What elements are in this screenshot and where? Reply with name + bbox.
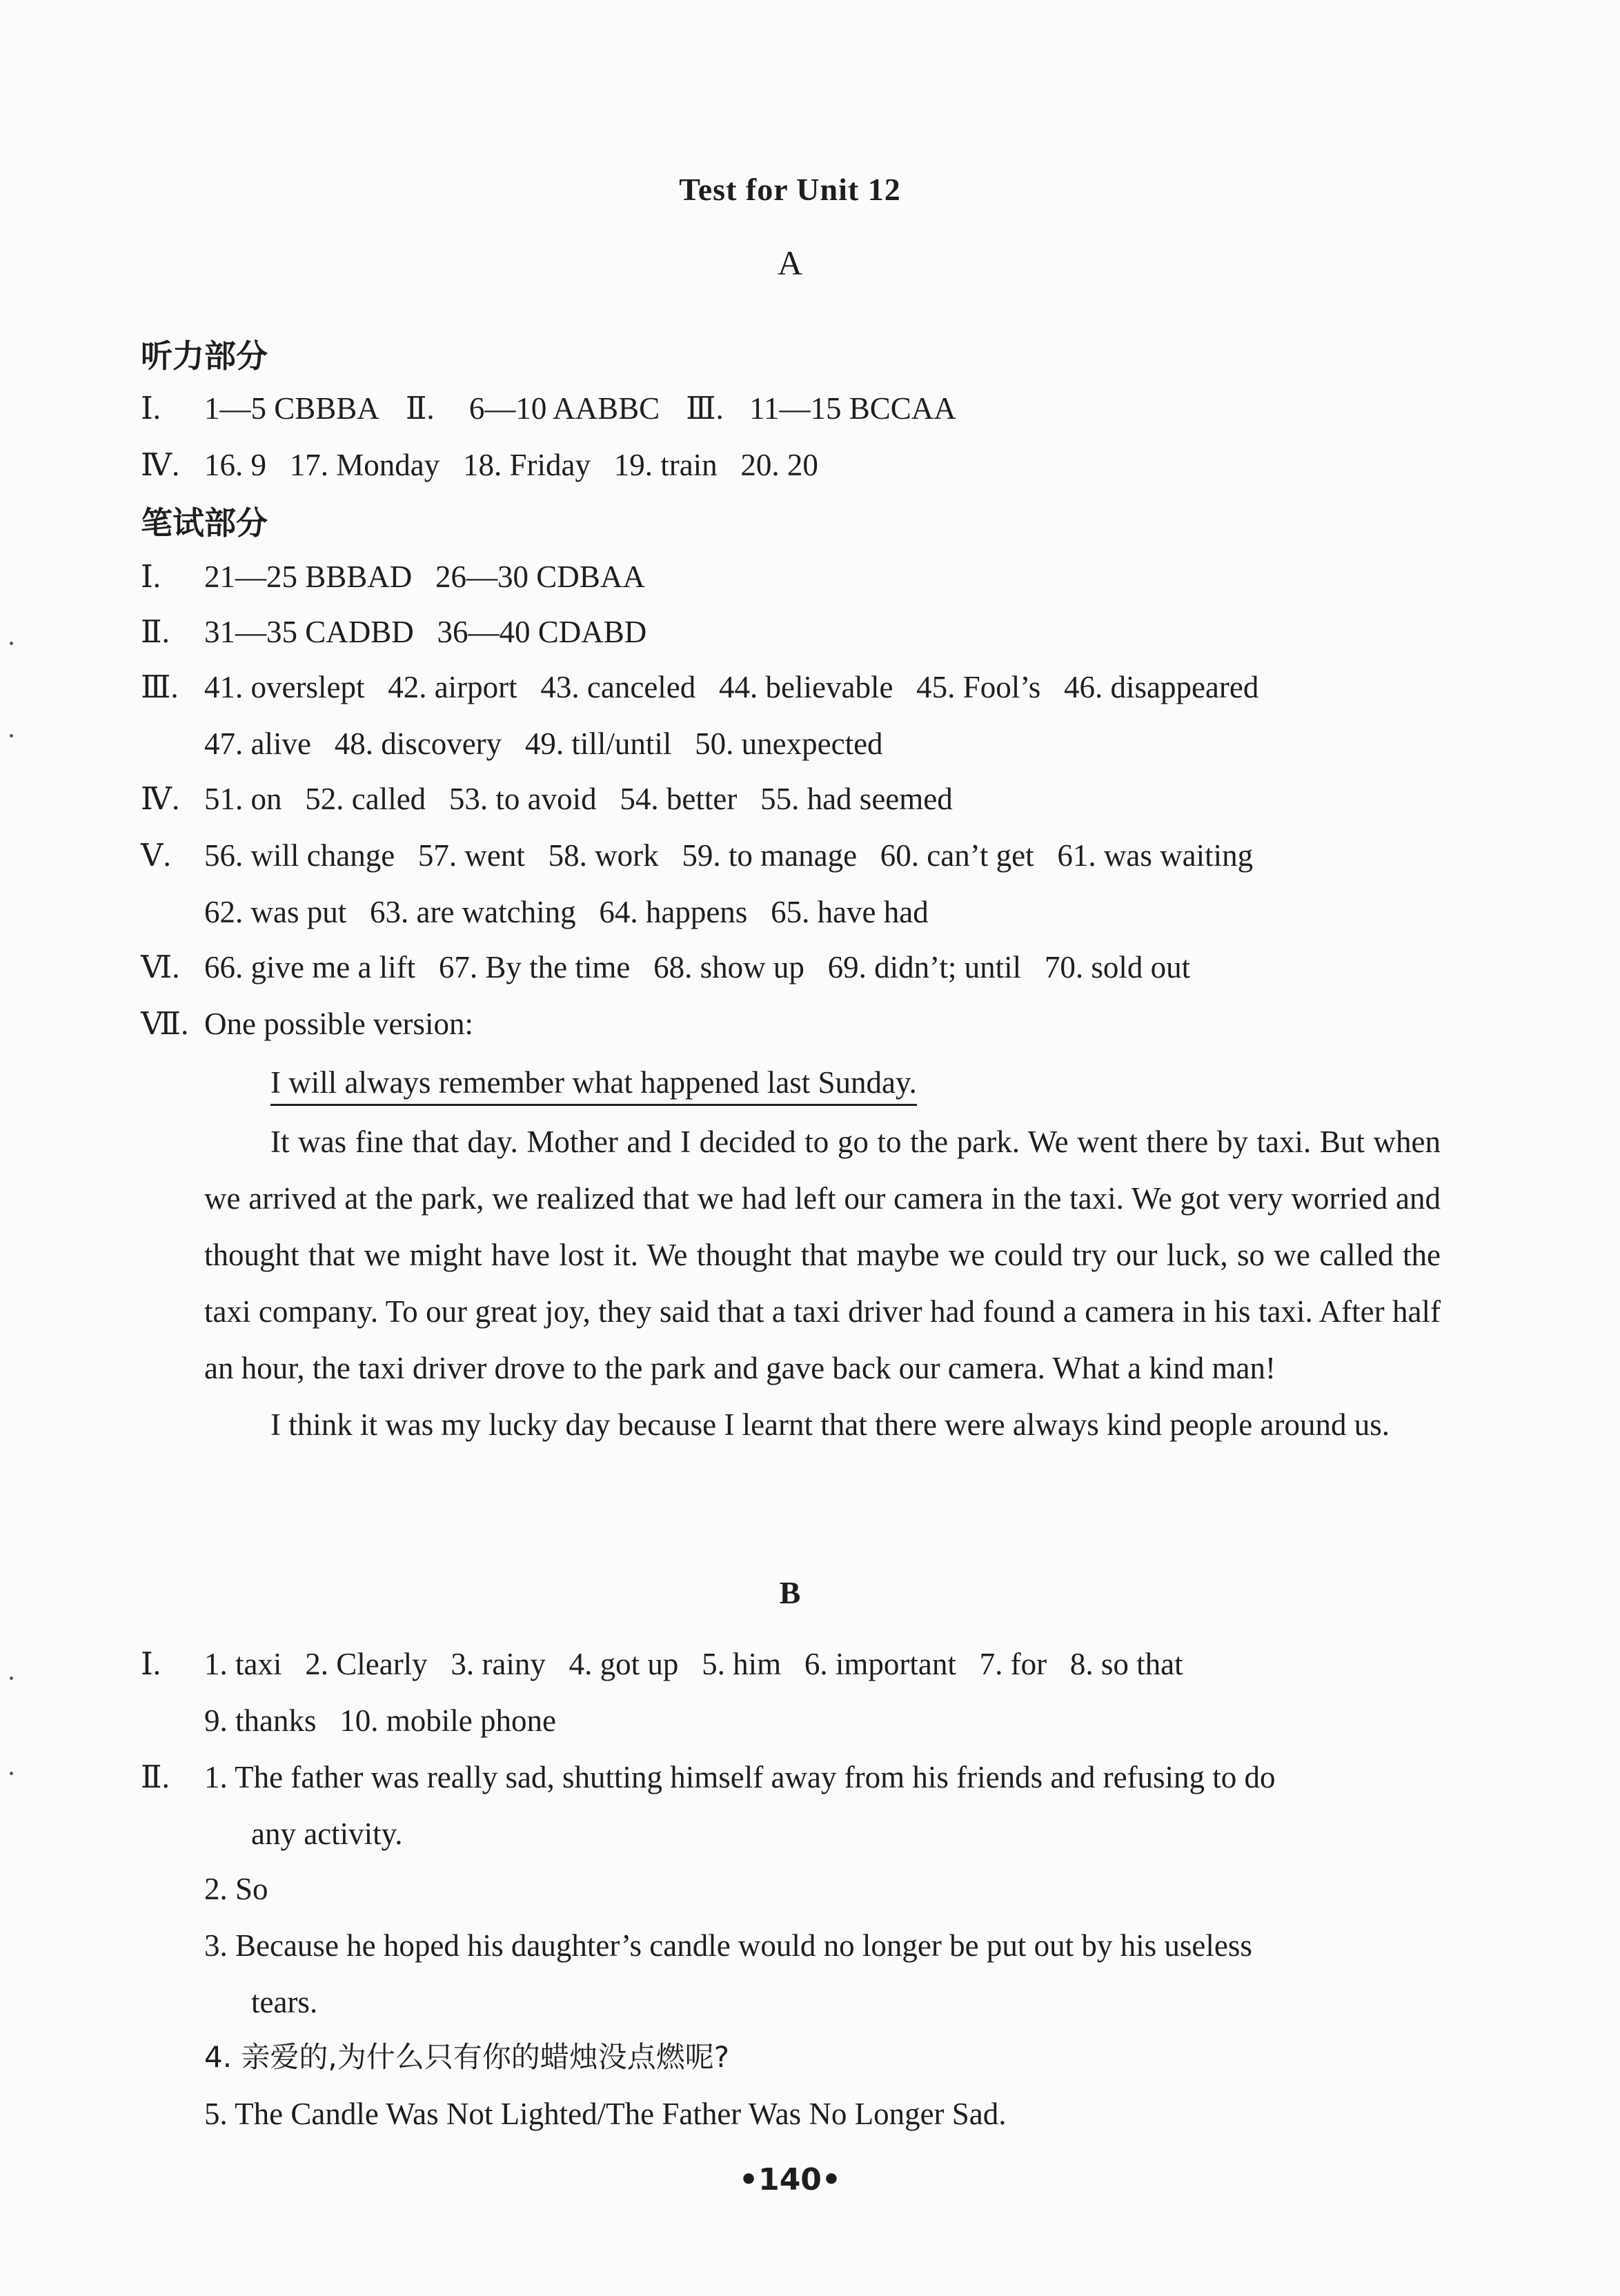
roman-numeral: Ⅳ. <box>141 782 180 816</box>
roman-numeral: Ⅰ. <box>141 391 161 426</box>
roman-numeral: Ⅶ. <box>141 1007 189 1041</box>
scan-speck <box>10 642 13 645</box>
part-b-ii-q1b: any activity. <box>251 1817 403 1851</box>
writing-i-row <box>141 555 1452 599</box>
roman-numeral: Ⅲ. <box>141 670 179 704</box>
writing-iv-answers: 51. on 52. called 53. to avoid 54. better 55. had seemed <box>204 782 953 816</box>
writing-iii-row <box>141 665 1452 709</box>
writing-vii-row <box>141 1002 1452 1046</box>
part-b-ii-q4: 4. 亲爱的,为什么只有你的蜡烛没点燃呢? <box>204 2040 730 2074</box>
scan-speck <box>10 734 13 738</box>
essay-body <box>204 1114 1441 1453</box>
part-b-ii-q1a: 1. The father was really sad, shutting himself away from his friends and refusing to do <box>204 1760 1276 1794</box>
part-b-ii-q2: 2. So <box>204 1872 268 1906</box>
part-b-ii-q3b: tears. <box>251 1985 318 2019</box>
listening-heading: 听力部分 <box>141 337 268 375</box>
part-b-ii-q5: 5. The Candle Was Not Lighted/The Father Was No Longer Sad. <box>204 2097 1007 2131</box>
writing-iv-row <box>141 777 1452 821</box>
listening-ii-answers: 6—10 AABBC <box>468 391 660 426</box>
part-b-ii-q3a: 3. Because he hoped his daughter’s candle would no longer be put out by his useless <box>204 1928 1252 1963</box>
writing-ii-row <box>141 610 1452 654</box>
roman-numeral: Ⅲ. <box>686 391 724 426</box>
listening-line-1 <box>141 386 1452 430</box>
writing-iii-answers-2: 47. alive 48. discovery 49. till/until 50. unexpected <box>204 726 883 761</box>
writing-v-answers-2: 62. was put 63. are watching 64. happens 65. have had <box>204 895 929 929</box>
roman-numeral: Ⅰ. <box>141 1647 161 1681</box>
roman-numeral: Ⅳ. <box>141 448 180 482</box>
writing-vi-answers: 66. give me a lift 67. By the time 68. show up 69. didn’t; until 70. sold out <box>204 950 1191 984</box>
listening-iv-answers: 16. 9 17. Monday 18. Friday 19. train 20. 20 <box>204 448 818 482</box>
listening-line-2 <box>141 443 1452 487</box>
writing-vi-row <box>141 945 1452 989</box>
writing-iii-answers-1: 41. overslept 42. airport 43. canceled 44. believable 45. Fool’s 46. disappeared <box>204 670 1259 704</box>
writing-vii-intro: One possible version: <box>204 1007 473 1041</box>
essay-paragraph-2: I think it was my lucky day because I learnt that there were always kind people around us. <box>270 1407 1390 1442</box>
listening-i-answers: 1—5 CBBBA <box>204 391 379 426</box>
roman-numeral: Ⅰ. <box>141 560 161 594</box>
listening-iii-answers: 11—15 BCCAA <box>749 391 956 426</box>
scan-speck <box>10 1676 13 1680</box>
part-b-i-answers-1: 1. taxi 2. Clearly 3. rainy 4. got up 5. him 6. important 7. for 8. so that <box>204 1647 1183 1681</box>
roman-numeral: Ⅱ. <box>141 1760 170 1794</box>
part-b-ii-row <box>141 1755 1452 1799</box>
part-a-label: A <box>777 244 803 282</box>
part-b-i-row <box>141 1642 1452 1686</box>
part-b-i-answers-2: 9. thanks 10. mobile phone <box>204 1703 556 1738</box>
roman-numeral: Ⅴ. <box>141 838 171 873</box>
roman-numeral: Ⅱ. <box>141 615 170 649</box>
page-number: •140• <box>738 2162 842 2197</box>
essay-paragraph-1: It was fine that day. Mother and I decided to go to the park. We went there by taxi. But when we arrived at the park, we realized that we had left our camera in the taxi. We got very worried and thought that we might have lost it. We thought that maybe we could try our luck, so we called the taxi company. To our great joy, they said that a taxi driver had found a camera in his taxi. After half an hour, the taxi driver drove to the park and gave back our camera. What a kind man! <box>204 1125 1441 1385</box>
writing-i-answers: 21—25 BBBAD 26—30 CDBAA <box>204 560 645 594</box>
writing-heading: 笔试部分 <box>141 504 268 542</box>
writing-ii-answers: 31—35 CADBD 36—40 CDABD <box>204 615 647 649</box>
writing-v-row <box>141 833 1452 878</box>
writing-v-answers-1: 56. will change 57. went 58. work 59. to manage 60. can’t get 61. was waiting <box>204 838 1254 873</box>
essay-title: I will always remember what happened last Sunday. <box>270 1062 917 1106</box>
roman-numeral: Ⅱ. <box>405 391 435 426</box>
part-b-label: B <box>779 1575 801 1610</box>
roman-numeral: Ⅵ. <box>141 950 180 984</box>
page-title: Test for Unit 12 <box>679 172 901 207</box>
scan-speck <box>10 1772 13 1775</box>
